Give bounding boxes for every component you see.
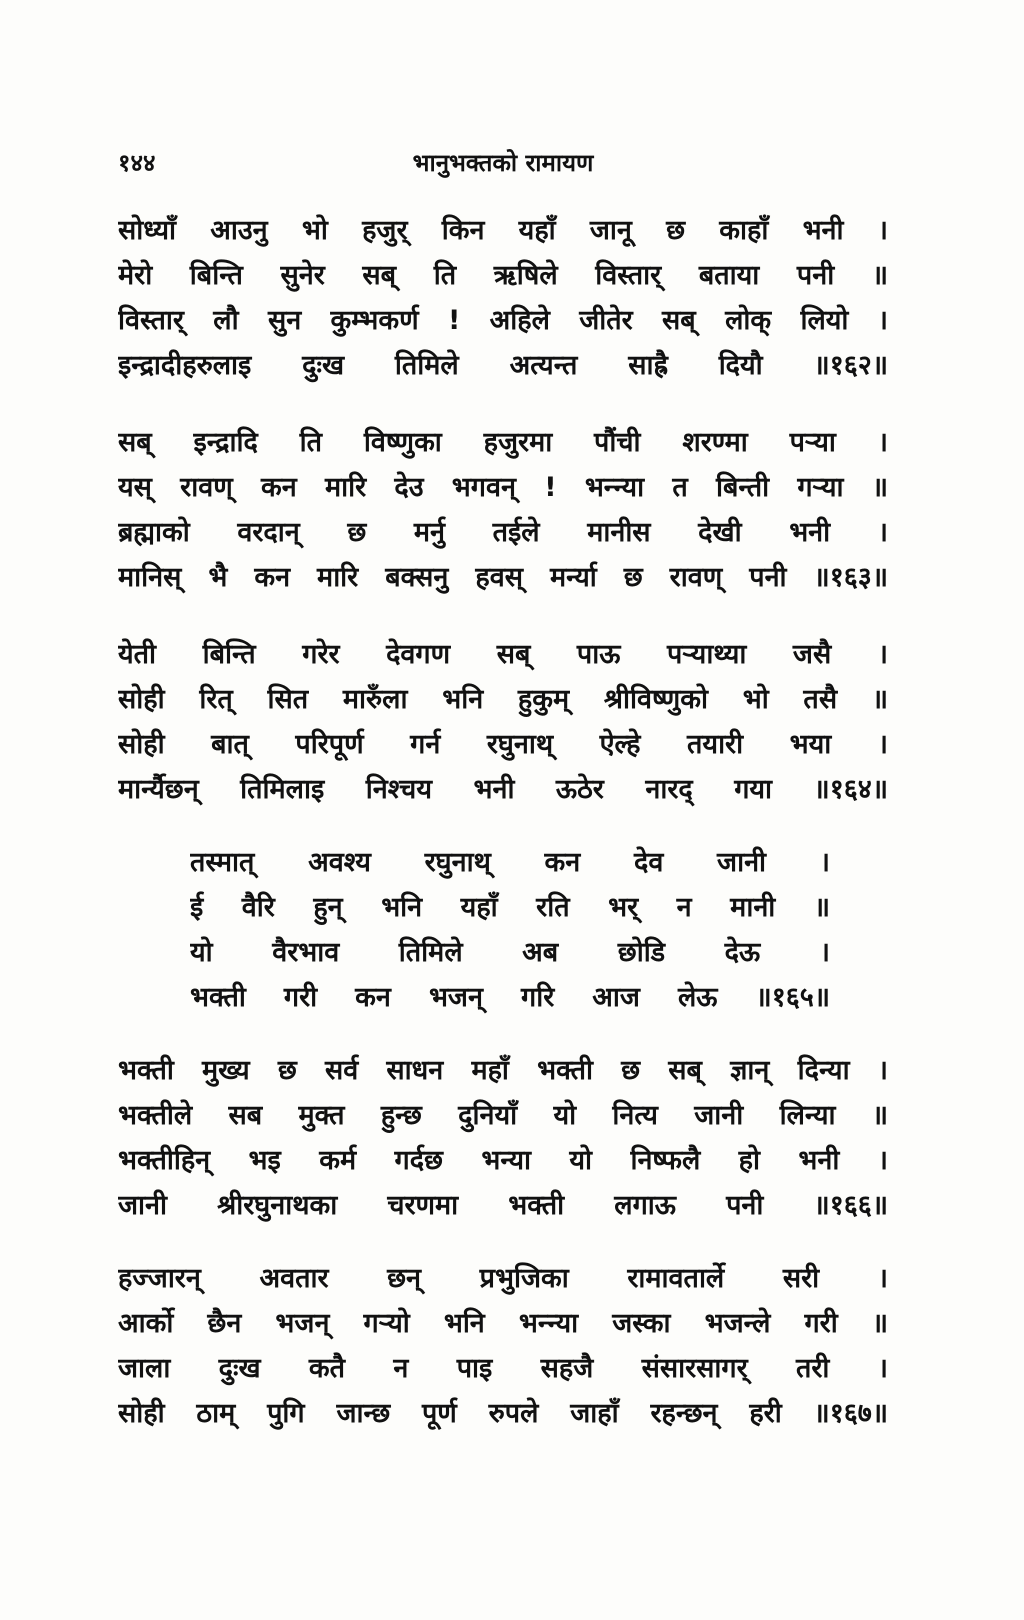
verse-line: येती बिन्ति गरेर देवगण सब् पाऊ पऱ्याथ्या जसै । — [118, 639, 888, 670]
verse-line: सोही बात् परिपूर्ण गर्न रघुनाथ् ऐल्हे तयारी भया । — [118, 729, 888, 760]
stanza-163 — [118, 420, 888, 600]
verse-line: इन्द्रादीहरुलाइ दुःख तिमिले अत्यन्त साह्रै दियौ ॥१६२॥ — [118, 350, 888, 381]
verse-line: जानी श्रीरघुनाथका चरणमा भक्ती लगाऊ पनी ॥१६६॥ — [118, 1190, 888, 1221]
verse-line: सोही रित् सित मारुँला भनि हुकुम् श्रीविष्णुको भो तसै ॥ — [118, 684, 888, 715]
verse-line: मार्न्यैछन् तिमिलाइ निश्चय भनी ऊठेर नारद् गया ॥१६४॥ — [118, 774, 888, 805]
verse-line: ब्रह्माको वरदान् छ मर्नु तईले मानीस देखी भनी । — [118, 517, 888, 548]
verse-line: मानिस् भै कन मारि बक्सनु हवस् मर्न्या छ रावण् पनी ॥१६३॥ — [118, 562, 888, 593]
page-number: १४४ — [118, 149, 156, 177]
verse-line: जाला दुःख कतै न पाइ सहजै संसारसागर् तरी । — [118, 1353, 888, 1384]
verse-line: यो वैरभाव तिमिले अब छोडि देऊ । — [190, 937, 830, 968]
verse-line: आर्को छैन भजन् गऱ्यो भनि भन्न्या जस्का भजन्ले गरी ॥ — [118, 1308, 888, 1339]
verse-line: मेरो बिन्ति सुनेर सब् ति ऋषिले विस्तार् बताया पनी ॥ — [118, 260, 888, 291]
verse-line: सब् इन्द्रादि ति विष्णुका हजुरमा पौंची शरण्मा पऱ्या । — [118, 427, 888, 458]
verse-line: यस् रावण् कन मारि देउ भगवन् ! भन्न्या त बिन्ती गऱ्या ॥ — [118, 472, 888, 503]
stanza-162 — [118, 208, 888, 388]
page-header — [118, 146, 888, 186]
verse-line: हज्जारन् अवतार छन् प्रभुजिका रामावतार्ले सरी । — [118, 1263, 888, 1294]
verse-line: भक्ती गरी कन भजन् गरि आज लेऊ ॥१६५॥ — [190, 982, 830, 1013]
verse-line: विस्तार् लौ सुन कुम्भकर्ण ! अहिले जीतेर सब् लोक् लियो । — [118, 305, 888, 336]
running-title: भानुभक्तको रामायण — [412, 149, 594, 177]
stanza-166 — [118, 1048, 888, 1228]
stanza-167 — [118, 1256, 888, 1436]
verse-line: भक्तीले सब मुक्त हुन्छ दुनियाँ यो नित्य जानी लिन्या ॥ — [118, 1100, 888, 1131]
verse-line: सोध्याँ आउनु भो हजुर् किन यहाँ जानू छ काहाँ भनी । — [118, 215, 888, 246]
verse-line: सोही ठाम् पुगि जान्छ पूर्ण रुपले जाहाँ रहन्छन् हरी ॥१६७॥ — [118, 1398, 888, 1429]
verse-line: भक्ती मुख्य छ सर्व साधन महाँ भक्ती छ सब् ज्ञान् दिन्या । — [118, 1055, 888, 1086]
stanza-164 — [118, 632, 888, 812]
verse-line: ई वैरि हुन् भनि यहाँ रति भर् न मानी ॥ — [190, 892, 830, 923]
verse-line: तस्मात् अवश्य रघुनाथ् कन देव जानी । — [190, 847, 830, 878]
verse-line: भक्तीहिन् भइ कर्म गर्दछ भन्या यो निष्फलै हो भनी । — [118, 1145, 888, 1176]
stanza-165 — [190, 840, 830, 1020]
